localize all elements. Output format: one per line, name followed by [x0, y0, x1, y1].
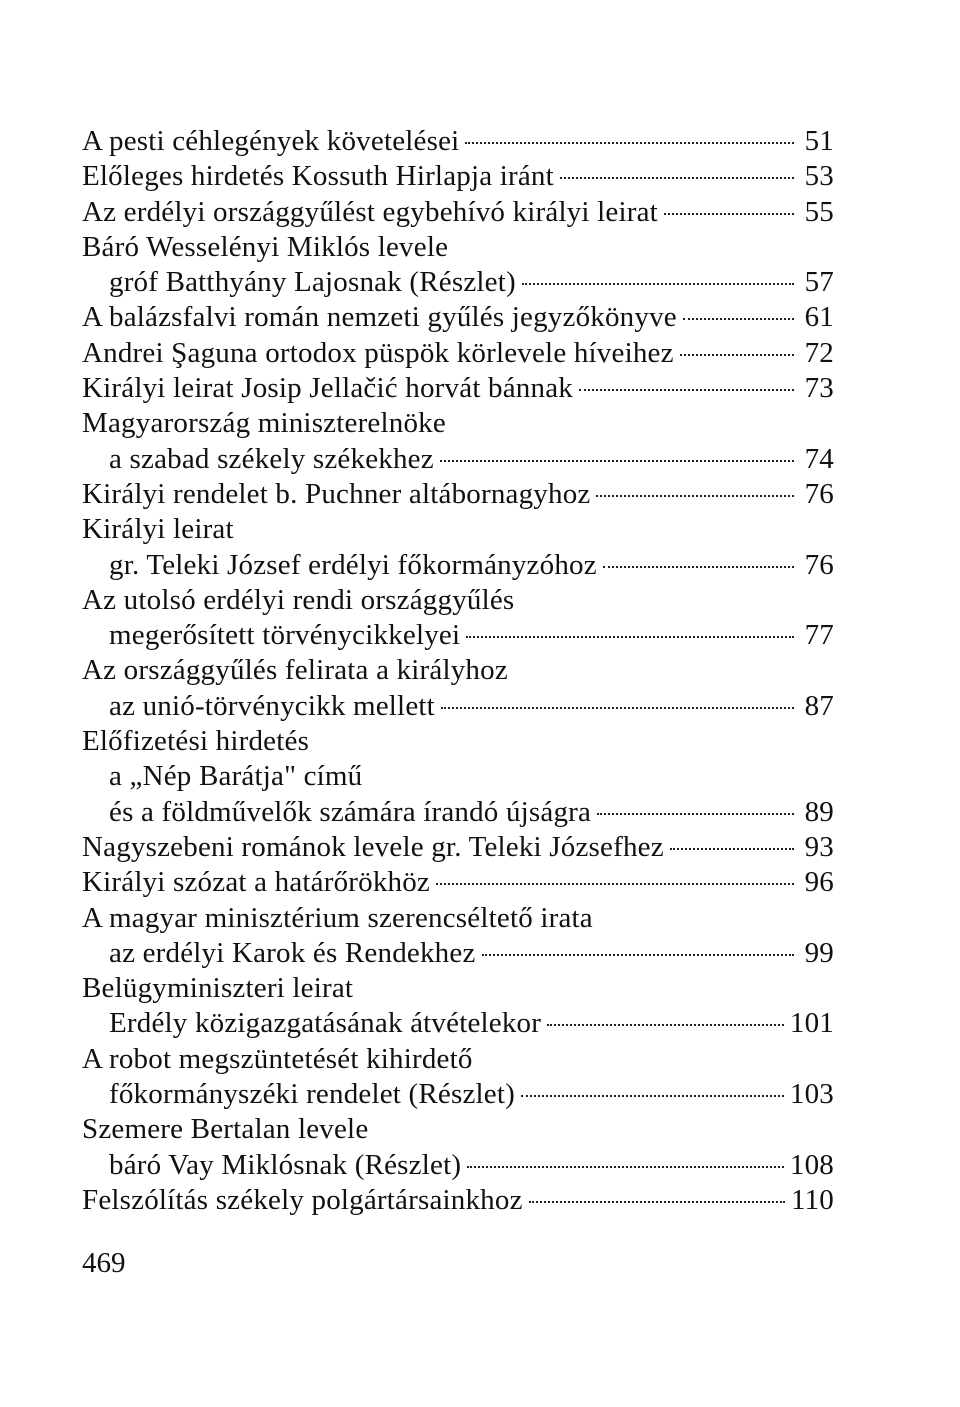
dot-leader	[440, 460, 794, 462]
toc-entry	[82, 901, 834, 936]
toc-entry-title: Szemere Bertalan levele	[82, 1113, 369, 1146]
toc-entry-page: 53	[804, 160, 834, 193]
toc-entry-title: főkormányszéki rendelet (Részlet)	[109, 1078, 515, 1111]
dot-leader	[597, 813, 794, 815]
dot-leader	[547, 1024, 784, 1026]
toc-entry	[82, 442, 834, 477]
toc-entry-page: 108	[789, 1148, 834, 1181]
toc-entry	[82, 936, 834, 971]
toc-entry-title: Királyi leirat	[82, 513, 234, 546]
toc-entry-title: a szabad székely székekhez	[109, 442, 434, 475]
dot-leader	[664, 213, 794, 215]
toc-entry-page: 101	[789, 1007, 834, 1040]
toc-entry-title: Királyi szózat a határőrökhöz	[82, 866, 431, 899]
toc-entry	[82, 300, 834, 335]
toc-entry-title: A pesti céhlegények követelései	[82, 125, 460, 157]
toc-entry-title: Az erdélyi országgyűlést egybehívó királyi leirat	[82, 195, 658, 228]
toc-entry-page: 93	[804, 830, 834, 863]
toc-entry-title: A balázsfalvi román nemzeti gyűlés jegyzőkönyve	[82, 301, 677, 334]
toc-entry-page: 96	[804, 866, 834, 899]
toc-entry	[82, 1112, 834, 1147]
dot-leader	[467, 1166, 784, 1168]
dot-leader	[560, 177, 794, 179]
dot-leader	[522, 283, 794, 285]
table-of-contents	[82, 124, 834, 1218]
toc-entry-title: Báró Wesselényi Miklós levele	[82, 230, 449, 263]
toc-entry	[82, 583, 834, 618]
toc-entry-title: Felszólítás székely polgártársainkhoz	[82, 1183, 523, 1216]
toc-entry-title: Előfizetési hirdetés	[82, 725, 310, 758]
toc-entry	[82, 406, 834, 441]
toc-entry-page: 99	[804, 936, 834, 969]
page-number: 469	[82, 1247, 126, 1279]
toc-entry	[82, 512, 834, 547]
toc-entry-title: Magyarország miniszterelnöke	[82, 407, 446, 440]
dot-leader	[441, 707, 794, 709]
toc-entry	[82, 971, 834, 1006]
dot-leader	[683, 318, 794, 320]
toc-entry	[82, 336, 834, 371]
toc-entry-title: Erdély közigazgatásának átvételekor	[109, 1007, 542, 1040]
toc-entry-title: Királyi rendelet b. Puchner altábornagyhoz	[82, 477, 591, 510]
dot-leader	[603, 566, 794, 568]
toc-entry-title: A robot megszüntetését kihirdető	[82, 1042, 473, 1075]
toc-entry	[82, 265, 834, 300]
toc-entry-title: megerősített törvénycikkelyei	[109, 619, 461, 652]
toc-entry-title: az erdélyi Karok és Rendekhez	[109, 936, 476, 969]
toc-entry	[82, 1077, 834, 1112]
dot-leader	[596, 495, 794, 497]
toc-entry-page: 61	[804, 301, 834, 334]
toc-entry-page: 51	[804, 125, 834, 157]
dot-leader	[529, 1201, 785, 1203]
toc-entry-title: Az országgyűlés felirata a királyhoz	[82, 654, 508, 687]
toc-entry	[82, 1042, 834, 1077]
dot-leader	[466, 636, 794, 638]
toc-entry-page: 76	[804, 548, 834, 581]
toc-entry-title: Királyi leirat Josip Jellačić horvát bánnak	[82, 372, 573, 405]
toc-entry-page: 103	[789, 1078, 834, 1111]
toc-entry	[82, 548, 834, 583]
toc-entry	[82, 689, 834, 724]
toc-entry-page: 89	[804, 795, 834, 828]
toc-entry-page: 55	[804, 195, 834, 228]
toc-entry	[82, 195, 834, 230]
toc-entry	[82, 124, 834, 159]
toc-entry	[82, 865, 834, 900]
toc-entry-title: a „Nép Barátja" című	[109, 760, 363, 793]
toc-entry	[82, 830, 834, 865]
toc-entry	[82, 618, 834, 653]
toc-entry	[82, 371, 834, 406]
toc-entry	[82, 159, 834, 194]
toc-entry	[82, 477, 834, 512]
toc-entry	[82, 653, 834, 688]
toc-entry-page: 76	[804, 477, 834, 510]
toc-entry-title: Nagyszebeni románok levele gr. Teleki Józsefhez	[82, 830, 664, 863]
toc-entry-page: 72	[804, 336, 834, 369]
toc-entry-page: 74	[804, 442, 834, 475]
dot-leader	[670, 848, 794, 850]
toc-entry-title: gr. Teleki József erdélyi főkormányzóhoz	[109, 548, 597, 581]
toc-entry-title: Belügyminiszteri leirat	[82, 972, 354, 1005]
toc-entry-title: gróf Batthyány Lajosnak (Részlet)	[109, 266, 516, 299]
toc-entry	[82, 230, 834, 265]
toc-entry	[82, 1148, 834, 1183]
dot-leader	[579, 389, 794, 391]
dot-leader	[482, 954, 794, 956]
toc-entry-title: Andrei Şaguna ortodox püspök körlevele híveihez	[82, 336, 674, 369]
toc-entry-page: 73	[804, 372, 834, 405]
toc-entry-page: 77	[804, 619, 834, 652]
toc-entry	[82, 1006, 834, 1041]
toc-entry-page: 110	[790, 1183, 834, 1216]
toc-entry-title: Az utolsó erdélyi rendi országgyűlés	[82, 583, 515, 616]
dot-leader	[680, 354, 794, 356]
toc-entry-title: és a földművelők számára írandó újságra	[109, 795, 592, 828]
toc-entry-title: Előleges hirdetés Kossuth Hirlapja iránt	[82, 160, 554, 193]
toc-entry-page: 57	[804, 266, 834, 299]
dot-leader	[436, 883, 794, 885]
dot-leader	[521, 1095, 784, 1097]
toc-entry	[82, 1183, 834, 1218]
toc-entry	[82, 759, 834, 794]
dot-leader	[465, 142, 794, 144]
toc-entry-title: A magyar minisztérium szerencséltető irata	[82, 901, 593, 934]
toc-entry-title: az unió-törvénycikk mellett	[109, 689, 435, 722]
toc-entry	[82, 795, 834, 830]
toc-entry-title: báró Vay Miklósnak (Részlet)	[109, 1148, 462, 1181]
toc-entry-page: 87	[804, 689, 834, 722]
toc-entry	[82, 724, 834, 759]
